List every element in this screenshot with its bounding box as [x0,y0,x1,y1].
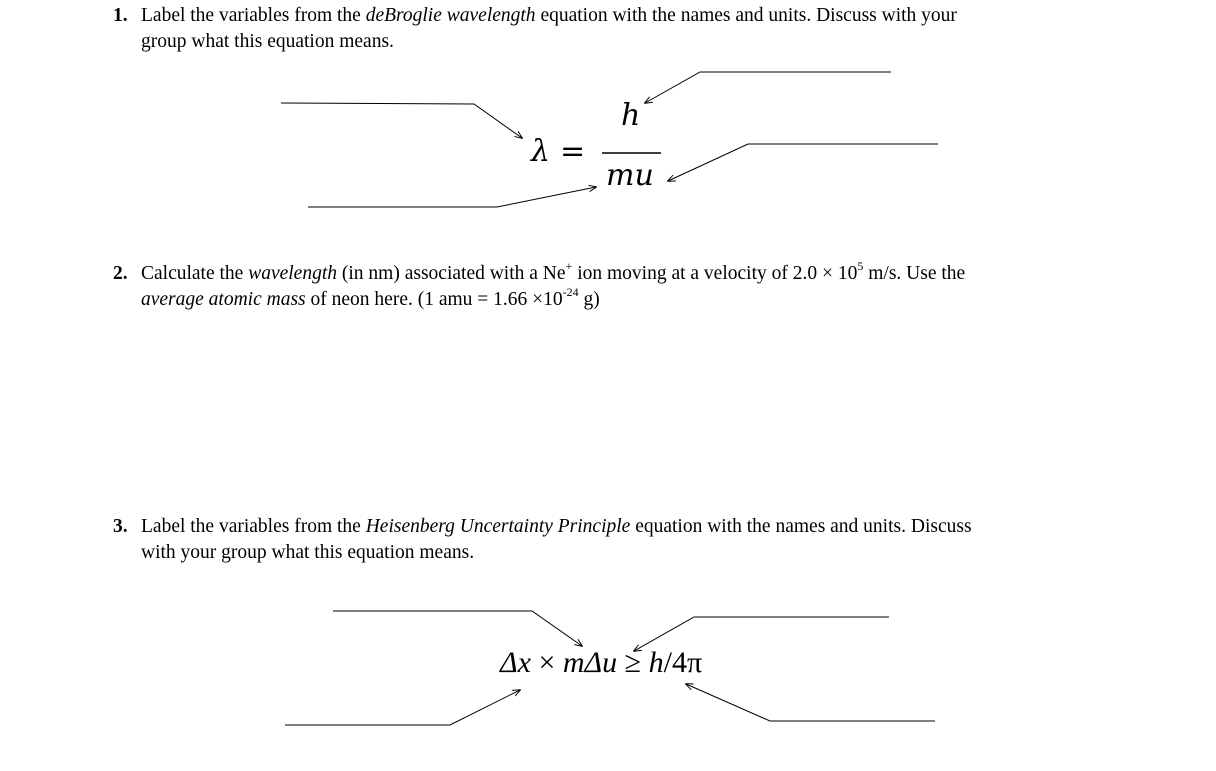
eq2-m-delta-u: mΔu [562,646,618,679]
question-1-line-2: group what this equation means. [141,31,394,52]
question-2-line-1: Calculate the wavelength (in nm) associated with a Ne+ ion moving at a velocity of $2.0 \times 10^5$ m/s. Use the [141,258,966,284]
eq2-answer-line-top-left[interactable] [333,611,582,646]
eq2-h: h [648,646,664,679]
eq1-equals: = [560,134,586,169]
eq2-times: × [530,646,563,679]
question-3-number: 3. [113,516,128,537]
eq2-delta-x: Δx [500,646,531,679]
question-1-number: 1. [113,5,128,26]
eq2-answer-line-top-right[interactable] [634,617,889,651]
question-2-line-2: average atomic mass of neon here. (1 amu = $1.66 \times 10^{-24}$ g) [141,284,600,310]
eq1-answer-line-bottom-left[interactable] [308,187,596,207]
eq1-answer-line-top-right[interactable] [645,72,891,103]
question-3-line-2: with your group what this equation means. [141,542,475,563]
eq2-answer-line-bottom-right[interactable] [686,684,935,721]
eq2-geq: ≥ [617,646,649,679]
eq1-denominator: mu [606,158,654,193]
eq1-answer-line-right[interactable] [668,144,938,181]
question-1-line-1: Label the variables from the deBroglie wavelength equation with the names and units. Discuss with your [141,5,957,26]
question-2-number: 2. [113,263,128,284]
eq1-answer-line-top-left[interactable] [281,103,522,138]
eq1-numerator: h [621,98,641,133]
eq2-answer-line-bottom-left[interactable] [285,690,520,725]
question-3-line-1: Label the variables from the Heisenberg Uncertainty Principle equation with the names and units. Discuss [141,516,972,537]
eq1-lambda: λ [531,134,551,169]
eq2-rest: /4π [663,646,703,679]
